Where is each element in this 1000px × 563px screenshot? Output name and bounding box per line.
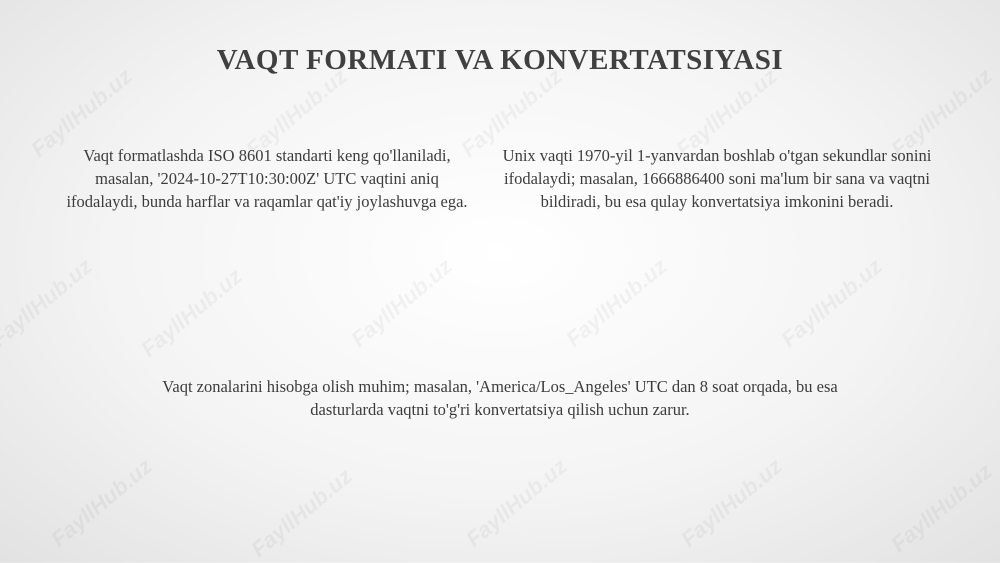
right-text-block: Unix vaqti 1970-yil 1-yanvardan boshlab o'tgan sekundlar sonini ifodalaydi; masalan, 1666886400 soni ma'lum bir sana va vaqtni bildiradi, bu esa qulay konvertatsiya imkonini beradi. [502,146,932,211]
slide-title: VAQT FORMATI VA KONVERTATSIYASI [216,44,784,76]
watermark [0,253,97,352]
watermark [676,453,787,552]
watermark [886,458,997,557]
watermark [46,453,157,552]
watermark [136,263,247,362]
watermark [461,453,572,552]
watermark [776,253,887,352]
watermark [246,463,357,562]
left-text-block: Vaqt formatlashda ISO 8601 standarti keng qo'llaniladi, masalan, '2024-10-27T10:30:00Z' UTC vaqtini aniq ifodalaydi, bunda harflar va raqamlar qat'iy joylashuvga ega. [66,146,468,211]
bottom-text-block: Vaqt zonalarini hisobga olish muhim; masalan, 'America/Los_Angeles' UTC dan 8 soat orqada, bu esa dasturlarda vaqtni to'g'ri konvertatsiya qilish uchun zarur. [162,377,838,419]
watermark [346,253,457,352]
watermark [561,253,672,352]
